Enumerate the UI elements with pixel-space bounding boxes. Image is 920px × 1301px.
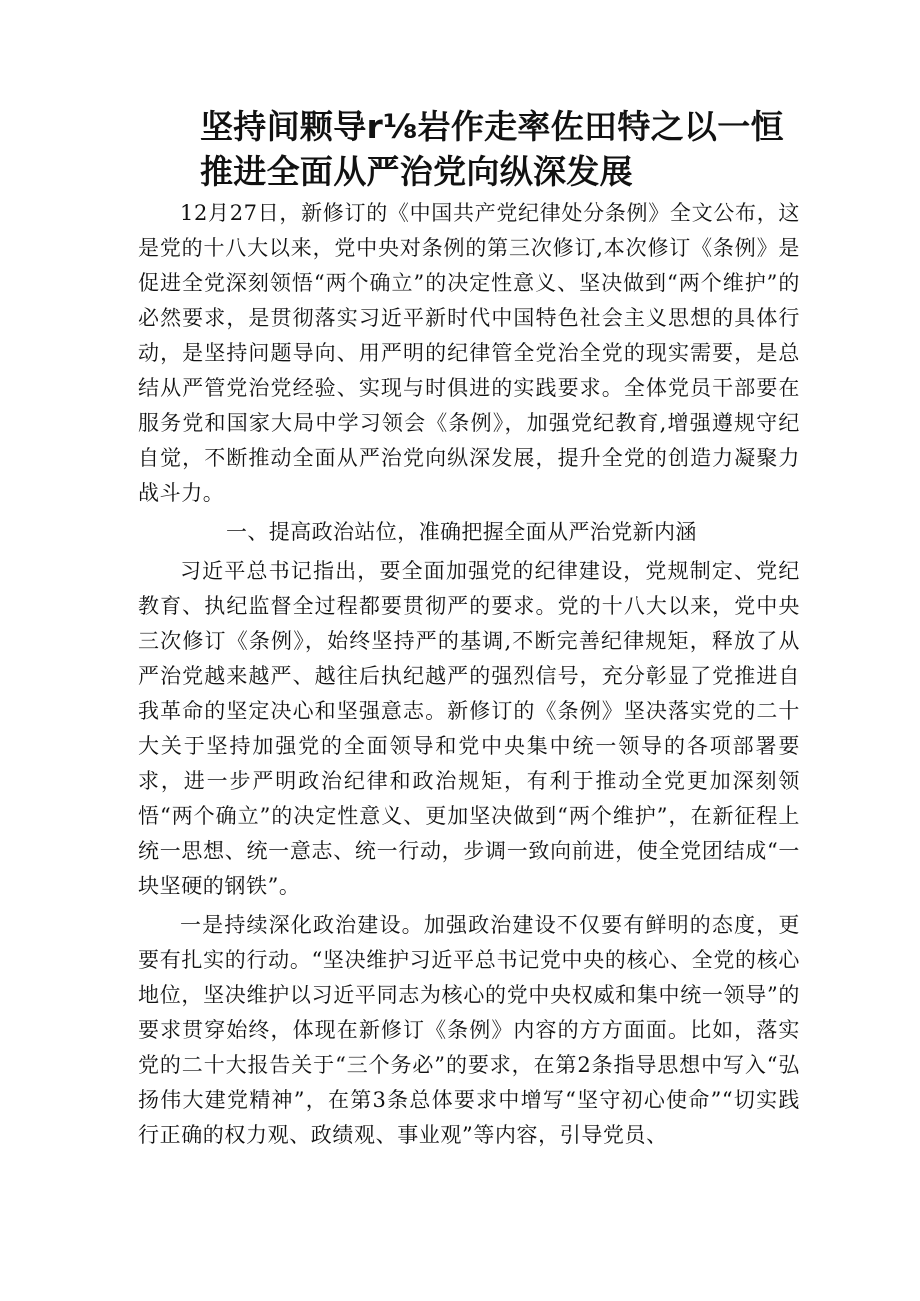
document-page [138,0,800,1301]
point-paragraph: 一是持续深化政治建设。加强政治建设不仅要有鲜明的态度，更要有扎实的行动。“坚决维护习近平总书记党中央的核心、全党的核心地位，坚决维护以习近平同志为核心的党中央权威和集中统一领导”的要求贯穿始终，体现在新修订《条例》内容的方方面面。比如，落实党的二十大报告关于“三个务必”的要求，在第2条指导思想中写入“弘扬伟大建党精神”，在第3条总体要求中增写“坚守初心使命”“切实践行正确的权力观、政绩观、事业观”等内容，引导党员、 [138,913,800,1147]
document-body [138,196,800,1153]
intro-paragraph: 12月27日，新修订的《中国共产党纪律处分条例》全文公布，这是党的十八大以来，党中央对条例的第三次修订,本次修订《条例》是促进全党深刻领悟“两个确立”的决定性意义、坚决做到“两个维护”的必然要求，是贯彻落实习近平新时代中国特色社会主义思想的具体行动，是坚持问题导向、用严明的纪律管全党治全党的现实需要，是总结从严管党治党经验、实现与时俱进的实践要求。全体党员干部要在服务党和国家大局中学习领会《条例》，加强党纪教育,增强遵规守纪自觉，不断推动全面从严治党向纵深发展，提升全党的创造力凝聚力战斗力。 [138,201,800,505]
document-title: 坚持间颗导r⅛岩作走率佐田特之以一恒推进全面从严治党向纵深发展 [200,107,784,191]
section-paragraph: 习近平总书记指出，要全面加强党的纪律建设，党规制定、党纪教育、执纪监督全过程都要贯彻严的要求。党的十八大以来，党中央三次修订《条例》，始终坚持严的基调,不断完善纪律规矩，释放了从严治党越来越严、越往后执纪越严的强烈信号，充分彰显了党推进自我革命的坚定决心和坚强意志。新修订的《条例》坚决落实党的二十大关于坚持加强党的全面领导和党中央集中统一领导的各项部署要求，进一步严明政治纪律和政治规矩，有利于推动全党更加深刻领悟“两个确立”的决定性意义、更加坚决做到“两个维护”，在新征程上统一思想、统一意志、统一行动，步调一致向前进，使全党团结成“一块坚硬的钢铁”。 [138,559,800,898]
section-heading: 一、提高政治站位，准确把握全面从严治党新内涵 [226,520,697,544]
